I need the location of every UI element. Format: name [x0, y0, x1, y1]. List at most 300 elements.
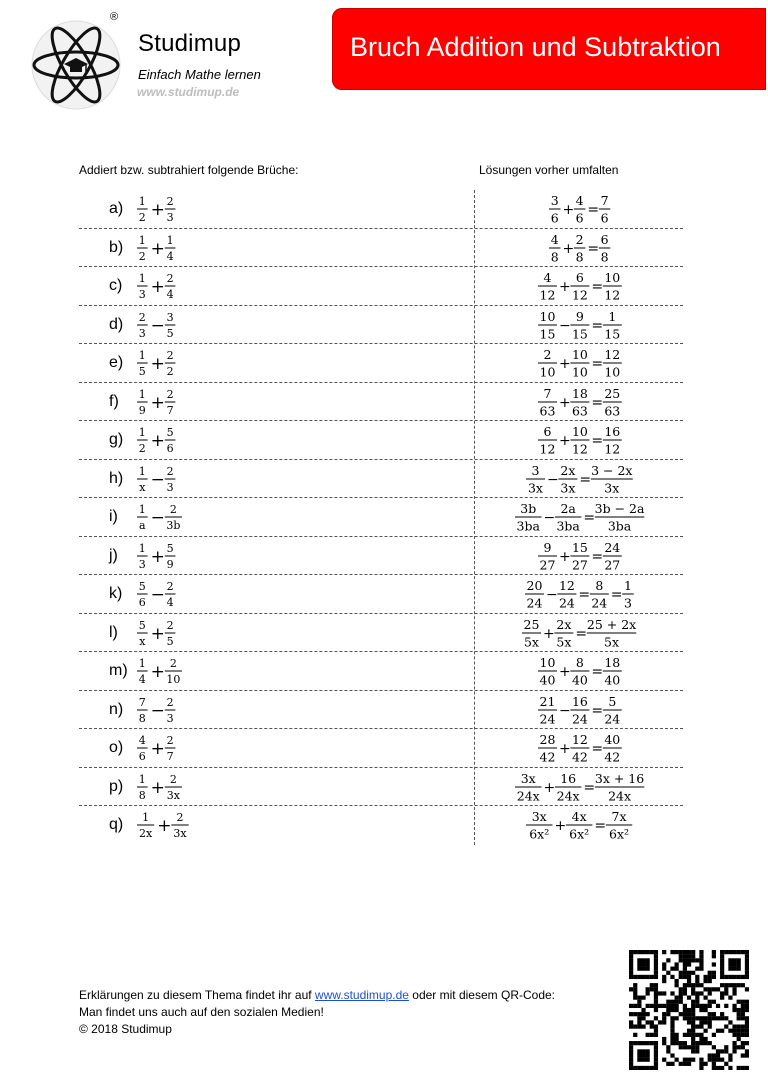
task-instruction: Addiert bzw. subtrahiert folgende Brüche:: [79, 163, 299, 177]
numerator: 4: [550, 231, 559, 247]
task-fraction: [165, 465, 176, 494]
numerator: 7: [138, 695, 146, 709]
exercise-row: [79, 344, 683, 383]
solution-fraction: [590, 578, 609, 611]
operator: =: [590, 432, 603, 449]
numerator: 3: [550, 193, 559, 208]
numerator: 1: [607, 308, 616, 324]
solution-fraction: [538, 540, 557, 573]
operator: −: [558, 702, 571, 719]
denominator: 3: [138, 557, 146, 571]
task-fraction: [137, 619, 148, 648]
task-fraction: [165, 734, 176, 763]
task-expression: [135, 383, 335, 421]
numerator: 2: [166, 580, 174, 593]
solution-expression: [536, 652, 627, 690]
numerator: 1: [138, 349, 146, 362]
denominator: 10: [539, 364, 556, 380]
denominator: 6: [138, 596, 146, 609]
solution-fraction: [599, 193, 611, 226]
task-fraction: [137, 542, 148, 571]
task-fraction: [137, 388, 148, 417]
denominator: 9: [138, 403, 146, 417]
task-fraction: [137, 272, 148, 301]
task-expression: [135, 768, 335, 806]
numerator: 1: [138, 464, 146, 478]
task-fraction: [137, 234, 148, 263]
solution-expression: [547, 190, 616, 228]
denominator: 24: [559, 595, 575, 611]
numerator: 6: [575, 270, 584, 285]
numerator: 3x: [532, 809, 548, 824]
solution-fraction: [587, 617, 637, 650]
operator: +: [150, 623, 165, 644]
numerator: 7: [600, 193, 609, 208]
numerator: 1: [138, 772, 146, 786]
operator: +: [150, 238, 165, 259]
exercise-label: f): [109, 392, 119, 410]
task-fraction: [137, 195, 148, 224]
operator: +: [150, 392, 165, 413]
registered-mark: ®: [110, 11, 119, 23]
exercise-row: [79, 806, 683, 845]
solution-fraction: [538, 424, 557, 457]
operator: =: [583, 509, 595, 526]
exercise-row: [79, 190, 683, 229]
denominator: 27: [571, 557, 588, 572]
exercise-row: [79, 229, 683, 268]
exercise-label: q): [109, 816, 124, 833]
operator: +: [150, 738, 165, 759]
solution-fraction: [538, 732, 557, 765]
solution-fraction: [526, 809, 553, 842]
denominator: 12: [571, 441, 588, 457]
denominator: 42: [603, 749, 620, 765]
brand-name: Studimup: [138, 30, 241, 57]
solution-fraction: [538, 694, 557, 727]
numerator: 2a: [560, 501, 576, 516]
exercise-label: j): [109, 546, 118, 564]
solution-fraction: [602, 732, 621, 765]
numerator: 24: [603, 539, 620, 555]
title-banner: [332, 8, 766, 90]
task-fraction: [165, 657, 182, 686]
task-expression: [135, 729, 335, 767]
numerator: 1: [138, 233, 146, 247]
denominator: 3: [624, 595, 633, 611]
studimup-logo: [28, 20, 124, 110]
numerator: 21: [539, 693, 556, 709]
denominator: 2x: [138, 827, 153, 840]
task-fraction: [137, 734, 148, 763]
numerator: 5: [138, 618, 146, 632]
numerator: 6: [543, 424, 552, 439]
denominator: 3: [166, 711, 174, 725]
denominator: 8: [550, 249, 559, 264]
numerator: 2x: [556, 616, 572, 632]
numerator: 4x: [571, 809, 588, 824]
numerator: 2: [543, 347, 552, 362]
operator: =: [590, 317, 603, 334]
denominator: 3x: [173, 827, 187, 840]
solution-expression: [536, 421, 627, 459]
solution-fraction: [522, 617, 541, 650]
denominator: 8: [600, 249, 609, 264]
footer-line-1: [79, 987, 555, 1003]
denominator: 8: [138, 788, 146, 802]
exercise-row: [79, 498, 683, 537]
numerator: 25: [603, 385, 620, 401]
solution-expression: [513, 768, 650, 806]
denominator: 3x: [528, 480, 544, 495]
qr-code-icon[interactable]: [629, 950, 749, 1070]
denominator: x: [139, 634, 146, 648]
numerator: 1: [138, 387, 146, 401]
numerator: 20: [526, 578, 543, 593]
denominator: 3x: [604, 480, 620, 495]
exercise-label: d): [109, 315, 124, 333]
operator: =: [583, 779, 595, 796]
operator: +: [150, 661, 165, 682]
exercise-row: [79, 306, 683, 345]
denominator: 5: [138, 365, 146, 378]
operator: −: [546, 586, 558, 603]
task-fraction: [137, 426, 148, 455]
operator: +: [543, 779, 556, 796]
numerator: 4: [543, 270, 552, 285]
solution-fraction: [558, 578, 577, 611]
footer-text-before: Erklärungen zu diesem Thema findet ihr auf: [79, 988, 315, 1002]
operator: +: [150, 353, 165, 374]
solution-fraction: [570, 540, 589, 573]
denominator: 27: [603, 557, 620, 572]
exercise-row: [79, 383, 683, 422]
numerator: 2: [169, 503, 177, 516]
numerator: 25 + 2x: [587, 616, 637, 632]
task-fraction: [165, 349, 176, 378]
denominator: 15: [603, 326, 620, 341]
task-expression: [135, 614, 335, 652]
operator: +: [562, 240, 575, 257]
numerator: 25: [523, 616, 540, 632]
solution-fraction: [538, 270, 557, 303]
solution-fraction: [566, 809, 593, 842]
task-expression: [135, 344, 335, 382]
task-expression: [135, 806, 335, 844]
denominator: 6: [600, 210, 609, 226]
numerator: 7: [543, 385, 552, 401]
numerator: 1: [166, 233, 174, 247]
task-expression: [135, 652, 335, 690]
exercise-row: [79, 421, 683, 460]
numerator: 3x + 16: [594, 770, 645, 786]
solution-fraction: [555, 771, 582, 804]
operator: +: [558, 663, 571, 680]
solution-fraction: [574, 232, 586, 265]
task-fraction: [165, 426, 176, 455]
numerator: 2: [169, 772, 177, 786]
operator: +: [543, 625, 556, 642]
solution-fraction: [622, 578, 634, 611]
operator: +: [558, 548, 571, 565]
brand-slogan: Einfach Mathe lernen: [138, 67, 261, 82]
denominator: 2: [166, 365, 174, 378]
numerator: 5: [166, 426, 174, 439]
solution-expression: [547, 229, 616, 267]
denominator: 24: [571, 711, 588, 726]
exercise-label: a): [109, 200, 124, 217]
solution-fraction: [570, 386, 589, 419]
operator: +: [558, 278, 571, 295]
exercise-label: l): [109, 623, 118, 641]
operator: +: [150, 546, 165, 567]
solution-fraction: [555, 617, 574, 650]
denominator: 24: [539, 711, 556, 726]
numerator: 1: [138, 195, 146, 208]
task-fraction: [137, 811, 154, 840]
numerator: 15: [571, 539, 588, 555]
denominator: 3x: [560, 480, 576, 495]
solution-expression: [524, 806, 638, 844]
numerator: 4: [575, 193, 584, 208]
denominator: 10: [571, 364, 588, 380]
solution-expression: [523, 575, 639, 613]
numerator: 3: [531, 462, 540, 478]
numerator: 1: [138, 541, 146, 555]
numerator: 10: [603, 270, 620, 285]
solution-fraction: [595, 501, 645, 534]
denominator: 6: [166, 442, 174, 455]
solution-expression: [536, 306, 627, 344]
numerator: 3x: [520, 770, 536, 786]
task-fraction: [165, 388, 176, 417]
solution-fraction: [570, 309, 589, 342]
numerator: 40: [603, 732, 620, 747]
exercise-label: p): [109, 777, 124, 795]
denominator: 40: [539, 672, 556, 688]
denominator: 3: [138, 288, 146, 301]
exercise-label: m): [109, 662, 128, 679]
task-fraction: [137, 580, 148, 609]
solutions-instruction: Lösungen vorher umfalten: [479, 163, 619, 177]
solution-fraction: [599, 232, 611, 265]
solution-fraction: [602, 540, 621, 573]
denominator: 63: [603, 403, 620, 418]
denominator: 63: [539, 403, 556, 418]
numerator: 5: [166, 541, 174, 555]
operator: −: [547, 471, 559, 488]
numerator: 2: [166, 695, 174, 709]
solution-fraction: [538, 386, 557, 419]
denominator: 5: [166, 326, 174, 340]
operator: +: [558, 394, 571, 411]
solution-fraction: [515, 501, 542, 534]
footer-line-2: Man findet uns auch auf den sozialen Medien!: [79, 1005, 324, 1019]
denominator: 8: [575, 249, 584, 264]
numerator: 6: [600, 231, 609, 247]
exercise-label: i): [109, 508, 118, 525]
numerator: 2x: [560, 462, 576, 478]
numerator: 2: [575, 231, 584, 247]
numerator: 10: [571, 424, 588, 439]
numerator: 1: [138, 426, 146, 439]
operator: +: [150, 777, 165, 798]
task-fraction: [165, 619, 176, 648]
numerator: 3b: [520, 501, 537, 516]
numerator: 18: [571, 385, 588, 401]
denominator: 3ba: [607, 518, 632, 534]
exercise-row: [79, 460, 683, 499]
footer-copyright: © 2018 Studimup: [79, 1022, 172, 1036]
denominator: 3: [138, 326, 146, 340]
solution-fraction: [602, 424, 621, 457]
exercise-row: [79, 652, 683, 691]
denominator: 12: [603, 441, 620, 457]
solution-fraction: [570, 694, 589, 727]
operator: +: [150, 199, 165, 220]
numerator: 10: [539, 655, 556, 670]
operator: −: [150, 315, 165, 336]
numerator: 10: [539, 308, 556, 324]
denominator: 12: [571, 287, 588, 303]
denominator: 27: [539, 557, 556, 572]
numerator: 4: [138, 734, 146, 747]
operator: =: [579, 471, 592, 488]
denominator: 24x: [516, 788, 540, 803]
denominator: 2: [138, 211, 146, 224]
numerator: 2: [169, 657, 177, 670]
task-fraction: [137, 773, 148, 802]
denominator: 24x: [556, 788, 580, 803]
numerator: 1: [138, 272, 146, 285]
solution-expression: [536, 729, 627, 767]
denominator: 63: [571, 403, 588, 418]
operator: +: [157, 815, 172, 836]
denominator: 24x: [607, 788, 631, 803]
solution-fraction: [538, 309, 557, 342]
task-fraction: [137, 349, 148, 378]
denominator: 24: [526, 595, 543, 611]
solution-expression: [513, 498, 650, 536]
denominator: 12: [603, 287, 620, 303]
denominator: 2: [138, 442, 146, 455]
denominator: 15: [571, 326, 588, 341]
denominator: 9: [166, 557, 174, 571]
operator: +: [562, 201, 575, 218]
task-fraction: [137, 696, 148, 725]
numerator: 8: [575, 655, 584, 670]
operator: =: [590, 548, 603, 565]
exercise-label: e): [109, 354, 124, 371]
numerator: 1: [138, 503, 146, 516]
solution-fraction: [538, 347, 557, 380]
operator: =: [590, 663, 603, 680]
numerator: 12: [603, 347, 620, 362]
operator: =: [590, 740, 603, 757]
numerator: 28: [539, 732, 556, 747]
denominator: 10: [166, 673, 181, 686]
page-title: Bruch Addition und Subtraktion: [350, 32, 721, 62]
operator: =: [587, 240, 599, 257]
solution-fraction: [549, 232, 561, 265]
operator: =: [594, 817, 607, 834]
exercise-row: [79, 267, 683, 306]
denominator: 6x²: [569, 826, 590, 842]
task-expression: [135, 306, 335, 344]
denominator: 6: [550, 210, 559, 226]
solution-fraction: [591, 463, 633, 496]
solution-fraction: [558, 463, 577, 496]
exercise-label: g): [109, 431, 124, 448]
numerator: 3b − 2a: [594, 501, 645, 516]
numerator: 7x: [611, 809, 627, 824]
task-fraction: [137, 311, 148, 340]
task-expression: [135, 421, 335, 459]
exercise-label: n): [109, 700, 124, 718]
denominator: 3ba: [556, 518, 580, 534]
denominator: 42: [571, 749, 588, 765]
denominator: 7: [166, 403, 174, 417]
task-expression: [135, 267, 335, 305]
denominator: 40: [603, 672, 620, 688]
numerator: 2: [166, 387, 174, 401]
numerator: 2: [166, 349, 174, 362]
task-fraction: [165, 542, 176, 571]
numerator: 2: [138, 310, 146, 324]
operator: −: [150, 469, 165, 490]
solution-fraction: [570, 270, 589, 303]
operator: =: [590, 278, 603, 295]
fold-line: [474, 190, 475, 845]
numerator: 12: [571, 732, 588, 747]
numerator: 5: [607, 693, 616, 709]
denominator: 12: [539, 287, 556, 303]
task-fraction: [165, 696, 176, 725]
numerator: 12: [559, 578, 575, 593]
numerator: 8: [595, 578, 604, 593]
task-expression: [135, 575, 335, 613]
numerator: 1: [624, 578, 633, 593]
brand-url: www.studimup.de: [137, 85, 240, 99]
denominator: 3: [166, 480, 174, 494]
exercise-label: k): [109, 585, 123, 602]
exercise-label: o): [109, 739, 124, 756]
exercise-label: c): [109, 277, 123, 294]
solution-fraction: [538, 655, 557, 688]
exercise-row: [79, 691, 683, 730]
operator: =: [578, 586, 591, 603]
solution-fraction: [570, 424, 589, 457]
solution-fraction: [555, 501, 582, 534]
studimup-link[interactable]: www.studimup.de: [314, 988, 409, 1002]
numerator: 2: [166, 272, 174, 285]
solution-fraction: [570, 347, 589, 380]
denominator: 40: [571, 672, 588, 688]
solution-fraction: [570, 732, 589, 765]
numerator: 2: [166, 734, 174, 747]
denominator: 6x²: [609, 826, 630, 842]
operator: =: [590, 702, 603, 719]
numerator: 18: [603, 655, 620, 670]
solution-expression: [536, 691, 627, 729]
operator: =: [590, 394, 603, 411]
operator: −: [558, 317, 571, 334]
solution-expression: [536, 267, 627, 305]
numerator: 2: [166, 195, 174, 208]
solution-fraction: [525, 578, 544, 611]
numerator: 16: [560, 770, 576, 786]
operator: =: [575, 625, 588, 642]
